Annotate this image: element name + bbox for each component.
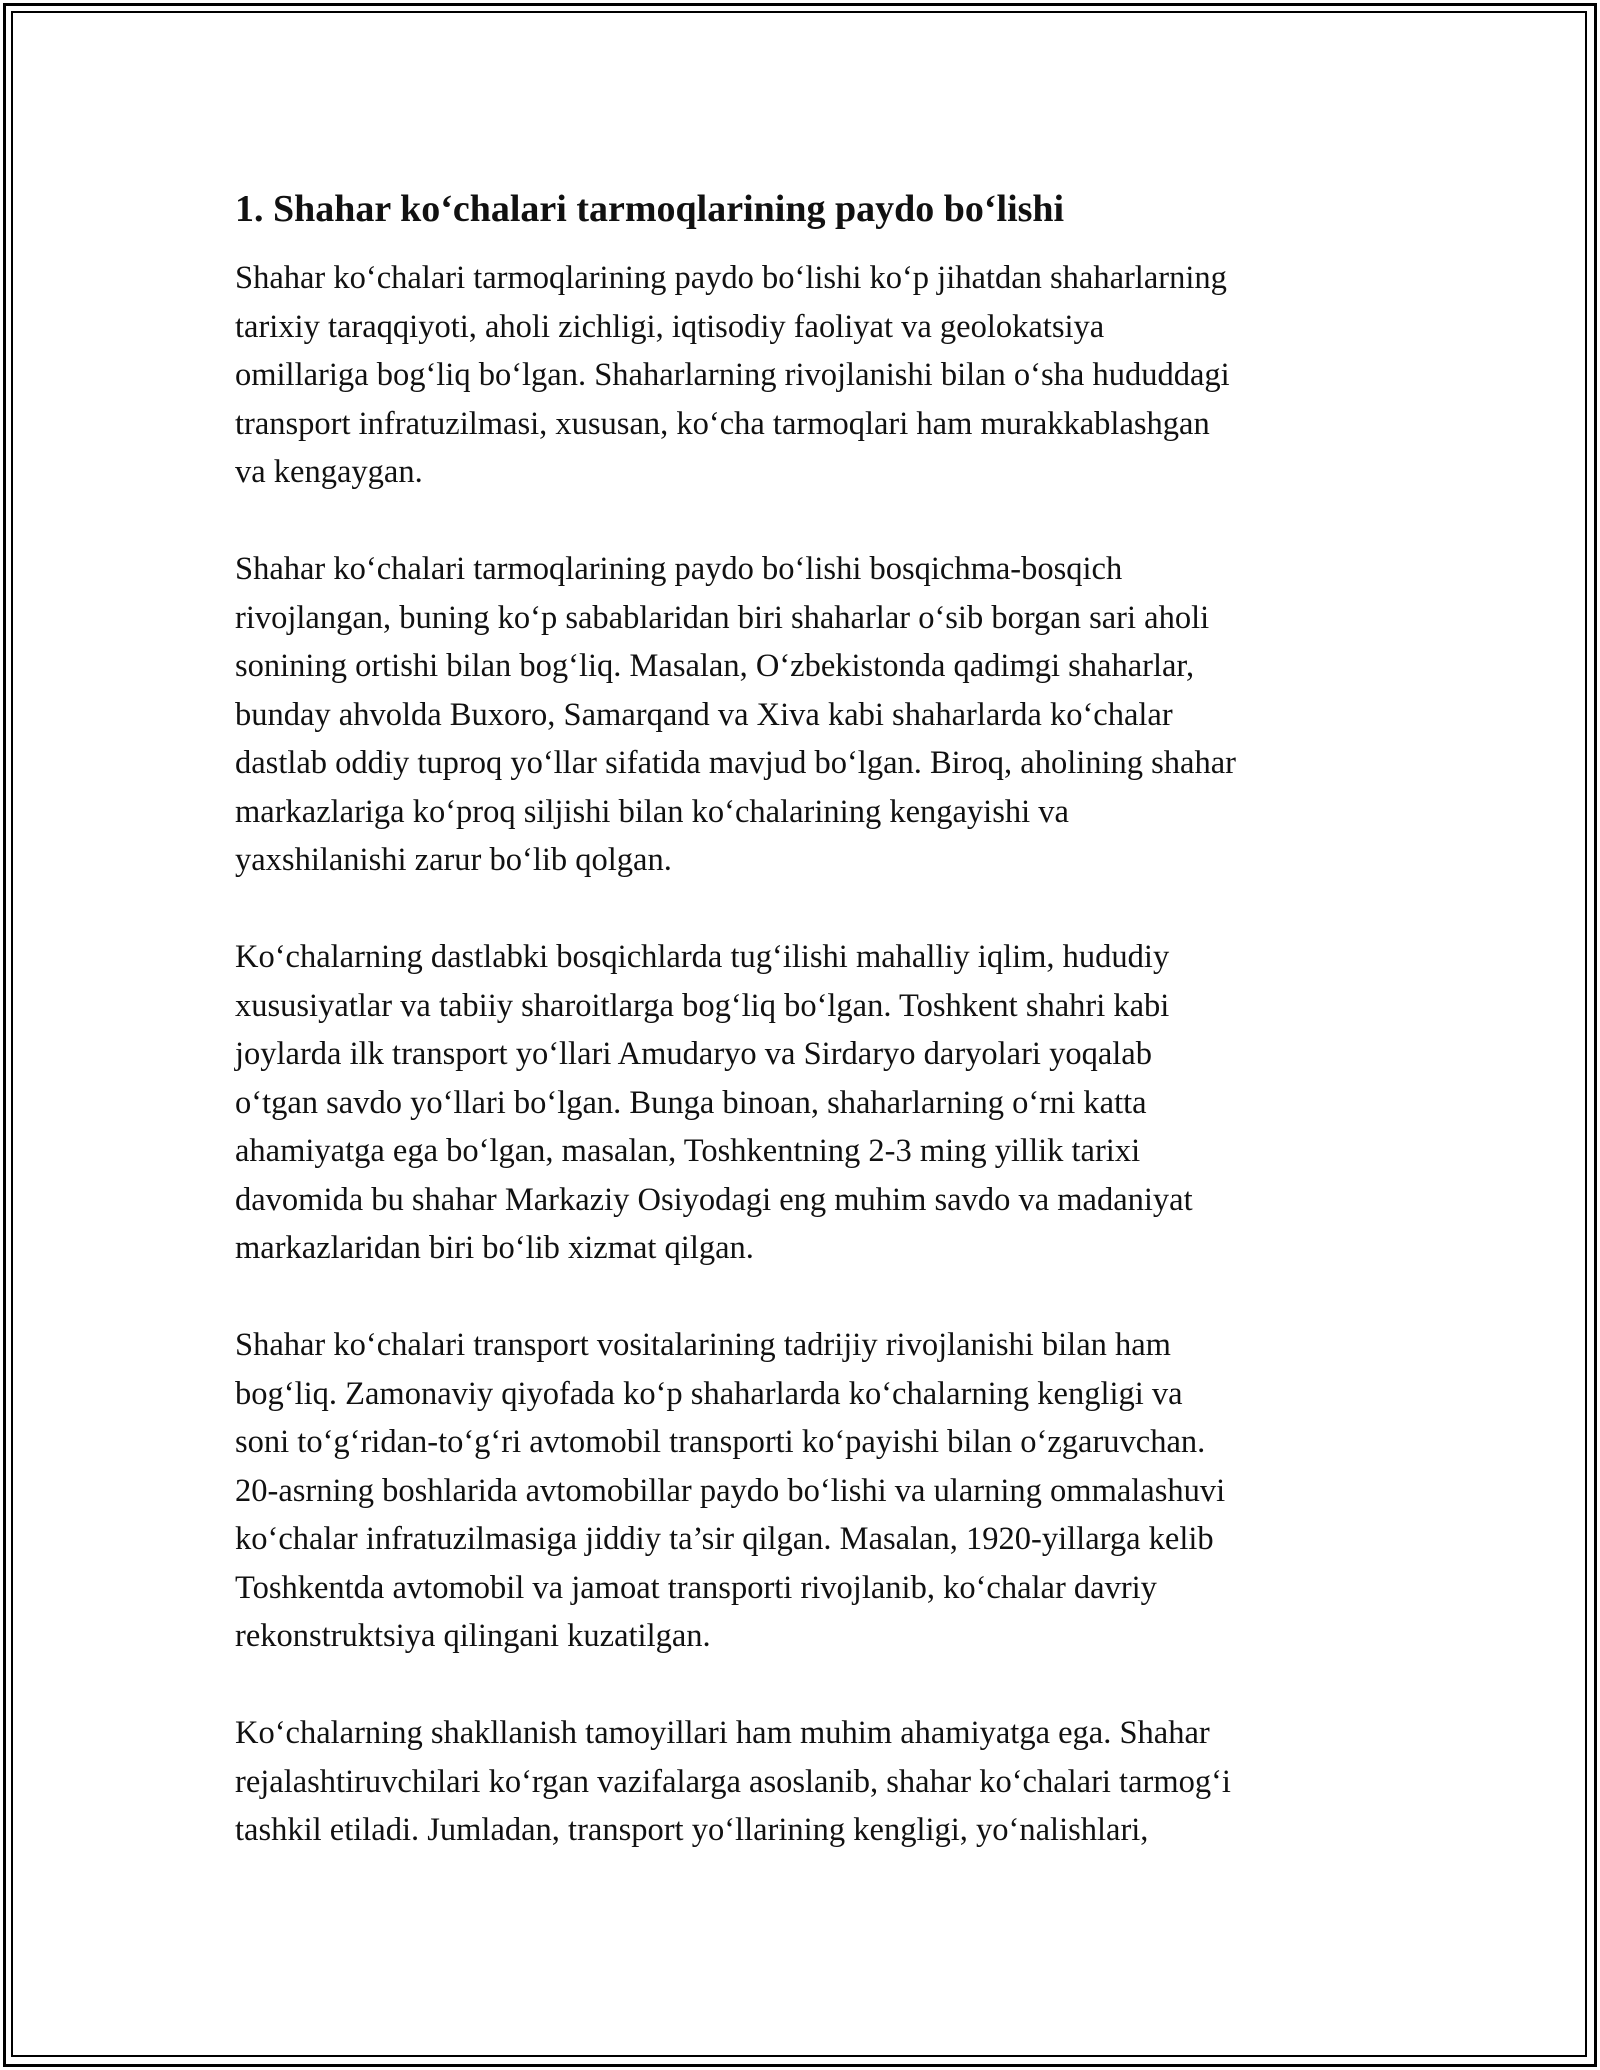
text-line: tashkil etiladi. Jumladan, transport yo‘llarining kengligi, yo‘nalishlari, bbox=[235, 1812, 1149, 1848]
paragraph-2 bbox=[235, 545, 1375, 885]
text-line: 20-asrning boshlarida avtomobillar paydo bo‘lishi va ularning ommalashuvi bbox=[235, 1472, 1226, 1509]
document-body bbox=[235, 184, 1375, 1903]
text-line: Ko‘chalarning shakllanish tamoyillari ham muhim ahamiyatga ega. Shahar bbox=[235, 1715, 1210, 1751]
section-heading: 1. Shahar ko‘chalari tarmoqlarining paydo bo‘lishi bbox=[235, 188, 1065, 230]
text-line: o‘tgan savdo yo‘llari bo‘lgan. Bunga binoan, shaharlarning o‘rni katta bbox=[235, 1084, 1147, 1121]
text-line: tarixiy taraqqiyoti, aholi zichligi, iqtisodiy faoliyat va geolokatsiya bbox=[235, 308, 1105, 345]
text-line: dastlab oddiy tuproq yo‘llar sifatida mavjud bo‘lgan. Biroq, aholining shahar bbox=[235, 745, 1236, 781]
text-line: va kengaygan. bbox=[235, 454, 423, 490]
text-line: yaxshilanishi zarur bo‘lib qolgan. bbox=[235, 842, 672, 878]
text-line: rivojlangan, buning ko‘p sabablaridan biri shaharlar o‘sib borgan sari aholi bbox=[235, 599, 1210, 636]
text-line: bog‘liq. Zamonaviy qiyofada ko‘p shaharlarda ko‘chalarning kengligi va bbox=[235, 1375, 1183, 1412]
paragraph-4 bbox=[235, 1321, 1375, 1661]
text-line: Shahar ko‘chalari tarmoqlarining paydo bo‘lishi bosqichma-bosqich bbox=[235, 551, 1123, 587]
text-line: ko‘chalar infratuzilmasiga jiddiy ta’sir qilgan. Masalan, 1920-yillarga kelib bbox=[235, 1521, 1214, 1557]
text-line: sonining ortishi bilan bog‘liq. Masalan, O‘zbekistonda qadimgi shaharlar, bbox=[235, 648, 1195, 684]
paragraph-3 bbox=[235, 933, 1375, 1273]
text-line: rejalashtiruvchilari ko‘rgan vazifalarga asoslanib, shahar ko‘chalari tarmog‘i bbox=[235, 1763, 1231, 1800]
text-line: markazlariga ko‘proq siljishi bilan ko‘chalarining kengayishi va bbox=[235, 793, 1069, 830]
text-line: soni to‘g‘ridan-to‘g‘ri avtomobil transporti ko‘payishi bilan o‘zgaruvchan. bbox=[235, 1424, 1206, 1460]
text-line: Ko‘chalarning dastlabki bosqichlarda tug‘ilishi mahalliy iqlim, hududiy bbox=[235, 939, 1170, 975]
text-line: Shahar ko‘chalari transport vositalarining tadrijiy rivojlanishi bilan ham bbox=[235, 1327, 1171, 1363]
text-line: ahamiyatga ega bo‘lgan, masalan, Toshkentning 2-3 ming yillik tarixi bbox=[235, 1133, 1141, 1169]
text-line: xususiyatlar va tabiiy sharoitlarga bog‘liq bo‘lgan. Toshkent shahri kabi bbox=[235, 987, 1170, 1024]
paragraph-1 bbox=[235, 254, 1375, 497]
text-line: Toshkentda avtomobil va jamoat transporti rivojlanib, ko‘chalar davriy bbox=[235, 1569, 1157, 1606]
paragraph-5 bbox=[235, 1709, 1375, 1855]
text-line: joylarda ilk transport yo‘llari Amudaryo va Sirdaryo daryolari yoqalab bbox=[235, 1036, 1152, 1072]
text-line: markazlaridan biri bo‘lib xizmat qilgan. bbox=[235, 1230, 754, 1266]
text-line: bunday ahvolda Buxoro, Samarqand va Xiva kabi shaharlarda ko‘chalar bbox=[235, 696, 1173, 733]
text-line: davomida bu shahar Markaziy Osiyodagi eng muhim savdo va madaniyat bbox=[235, 1181, 1193, 1218]
text-line: omillariga bog‘liq bo‘lgan. Shaharlarning rivojlanishi bilan o‘sha hududdagi bbox=[235, 357, 1230, 393]
text-line: rekonstruktsiya qilingani kuzatilgan. bbox=[235, 1618, 711, 1654]
text-line: transport infratuzilmasi, xususan, ko‘cha tarmoqlari ham murakkablashgan bbox=[235, 405, 1210, 442]
text-line: Shahar ko‘chalari tarmoqlarining paydo bo‘lishi ko‘p jihatdan shaharlarning bbox=[235, 260, 1227, 296]
